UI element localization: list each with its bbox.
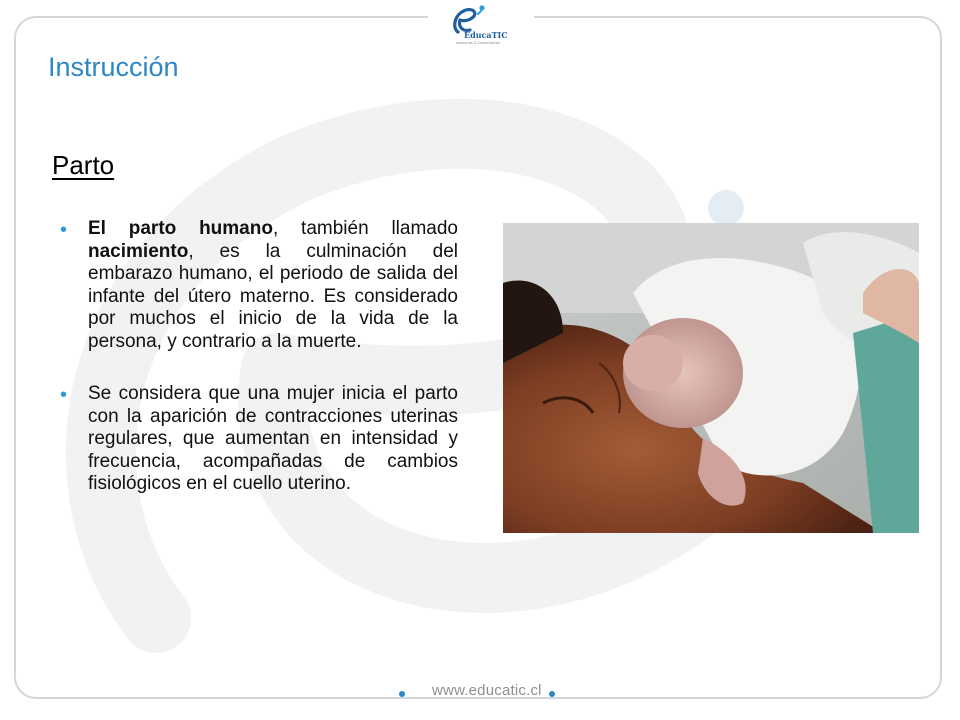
- slide-title: Instrucción: [48, 52, 179, 82]
- svg-text:Asesorías & Capacitación: Asesorías & Capacitación: [456, 41, 501, 45]
- bullet-item: [60, 218, 458, 353]
- footer-dot-left: [399, 691, 405, 697]
- bullet-dot-icon: •: [60, 384, 68, 406]
- bullet-text: Se considera que una mujer inicia el parto con la aparición de contracciones uterinas regulares, que aumentan en intensidad y frecuencia, acompañadas de cambios fisiológicos en el cuello uterino.: [88, 383, 458, 494]
- newborn-on-mother-image: [503, 223, 919, 533]
- bold-term: El parto humano: [88, 218, 273, 239]
- bold-term: nacimiento: [88, 240, 189, 262]
- bullet-item: [60, 383, 458, 496]
- bullet-text: , también llamado: [272, 218, 458, 239]
- newborn-photo: [503, 223, 919, 533]
- bullet-dot-icon: •: [60, 219, 68, 241]
- section-subtitle: Parto: [52, 150, 115, 180]
- bullet-list: [60, 218, 458, 526]
- brand-logo: [428, 0, 534, 46]
- bullet-text: , es la culminación del embarazo humano, el periodo de salida del infante del útero materno. Es considerado por muchos el inicio de la vida de la persona, y contrario a la muerte.: [88, 240, 458, 352]
- footer-url: www.educatic.cl: [432, 682, 542, 699]
- educatic-logo-icon: [428, 0, 534, 46]
- svg-text:EducaTIC: EducaTIC: [464, 30, 508, 40]
- footer-dot-right: [549, 691, 555, 697]
